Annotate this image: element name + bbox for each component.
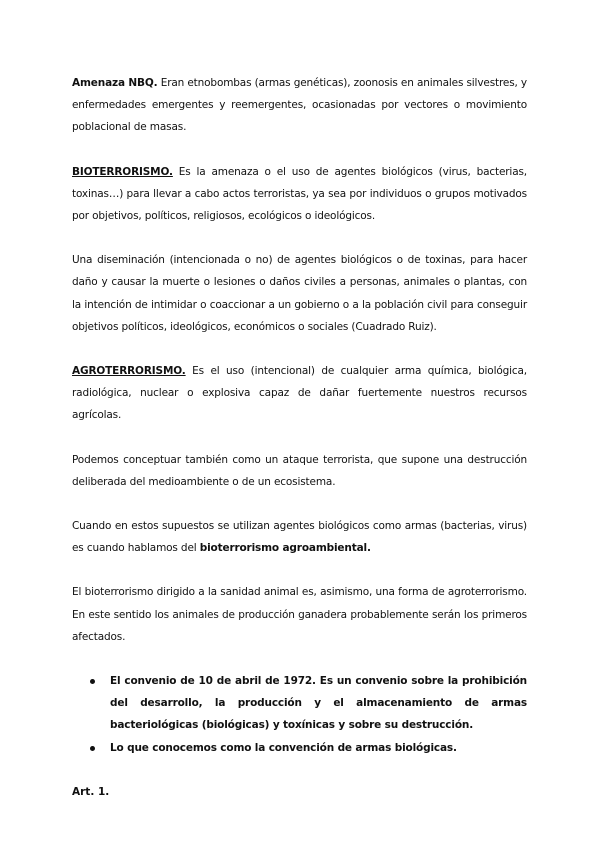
paragraph-sanidad-animal bbox=[72, 581, 527, 648]
paragraph-text: Podemos conceptuar también como un ataque terrorista, que supone una destrucción deliberada del medioambiente o de un ecosistema. bbox=[72, 453, 527, 488]
term-bioterrorismo: BIOTERRORISMO. bbox=[72, 165, 173, 178]
paragraph-agroterrorismo bbox=[72, 360, 527, 427]
paragraph-bioterrorismo bbox=[72, 161, 527, 228]
paragraph-conceptuar bbox=[72, 449, 527, 493]
paragraph-text: Eran etnobombas (armas genéticas), zoonosis en animales silvestres, y enfermedades emergentes y reemergentes, ocasionadas por vectores o movimiento poblacional de masas. bbox=[72, 77, 527, 134]
paragraph-text: Es la amenaza o el uso de agentes biológicos (virus, bacterias, toxinas…) para llevar a cabo actos terroristas, ya sea por individuos o grupos motivados por objetivos, políticos, religiosos, ecológicos o ideológicos. bbox=[72, 165, 527, 223]
paragraph-text: El bioterrorismo dirigido a la sanidad animal es, asimismo, una forma de agroterrorismo. En este sentido los animales de producción ganadera probablemente serán los primeros afectados. bbox=[72, 586, 527, 643]
paragraph-text: Es el uso (intencional) de cualquier arma química, biológica, radiológica, nuclear o explosiva capaz de dañar fuertemente nuestros recursos agrícolas. bbox=[72, 365, 527, 422]
term-bioterrorismo-agroambiental: bioterrorismo agroambiental. bbox=[199, 542, 371, 555]
bullet-icon bbox=[90, 679, 95, 684]
list-item bbox=[110, 737, 527, 759]
paragraph-amenaza-nbq bbox=[72, 72, 527, 139]
paragraph-text: Cuando en estos supuestos se utilizan agentes biológicos como armas (bacterias, virus) es cuando hablamos del bbox=[72, 520, 527, 555]
term-agroterrorismo: AGROTERRORISMO. bbox=[72, 365, 186, 378]
bullet-icon bbox=[90, 746, 95, 751]
bullet-list bbox=[72, 670, 527, 759]
paragraph-diseminacion bbox=[72, 249, 527, 338]
list-item-text: Lo que conocemos como la convención de armas biológicas. bbox=[110, 741, 457, 754]
document-page bbox=[72, 72, 527, 803]
paragraph-supuestos bbox=[72, 515, 527, 559]
section-heading: Art. 1. bbox=[72, 785, 110, 798]
list-item bbox=[110, 670, 527, 737]
term-amenaza-nbq: Amenaza NBQ. bbox=[72, 77, 158, 89]
paragraph-text: Una diseminación (intencionada o no) de agentes biológicos o de toxinas, para hacer daño y causar la muerte o lesiones o daños civiles a personas, animales o plantas, con la intención de intimidar o coaccionar a un gobierno o a la población civil para conseguir objetivos políticos, ideológicos, económicos o sociales (Cuadrado Ruiz). bbox=[72, 254, 527, 333]
list-item-text: El convenio de 10 de abril de 1972. Es un convenio sobre la prohibición del desarrollo, la producción y el almacenamiento de armas bacteriológicas (biológicas) y toxínicas y sobre su destrucción. bbox=[110, 675, 527, 732]
